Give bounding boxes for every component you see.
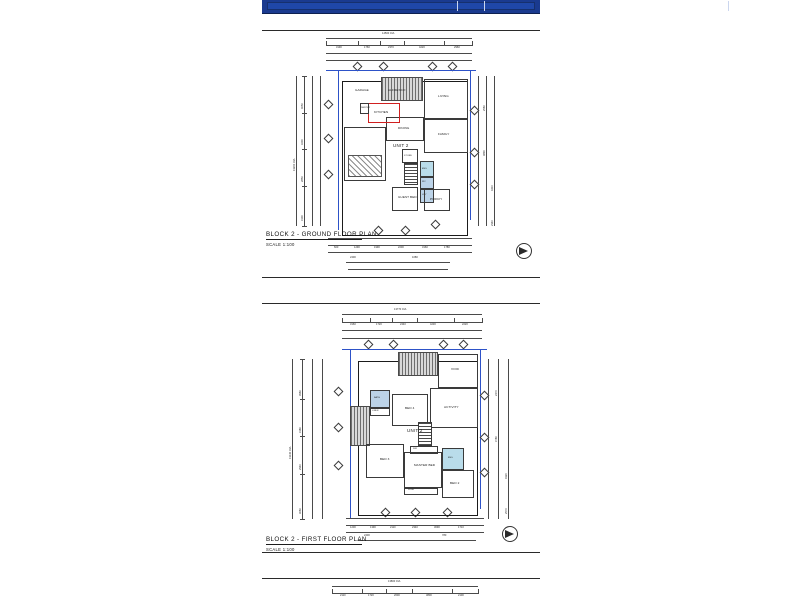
dimension-tick bbox=[392, 318, 393, 323]
dimension-text: 4410 bbox=[491, 185, 494, 191]
dimension-text: 2960 bbox=[454, 46, 460, 49]
sheet-partial bbox=[262, 578, 540, 600]
dimension-text: 2470 bbox=[495, 390, 498, 396]
room-label-robe: ROBE bbox=[408, 489, 415, 491]
dimension-line bbox=[491, 76, 495, 226]
dimension-text: 2110 bbox=[340, 594, 346, 597]
room-label-kitchen: KITCHEN bbox=[374, 110, 389, 114]
dimension-text: 1780 bbox=[444, 246, 450, 249]
sheet-ground-floor bbox=[262, 30, 540, 278]
dimension-text: 13770 O/A bbox=[394, 308, 407, 311]
dimension-tick bbox=[478, 589, 479, 594]
room-label-master-bed: MASTER BED bbox=[414, 463, 436, 467]
wall bbox=[358, 515, 478, 516]
room-label-bed-3: BED 3 bbox=[380, 457, 390, 461]
dimension-tick bbox=[380, 41, 381, 46]
room-label-activity: ACTIVITY bbox=[444, 405, 459, 409]
void-hatch bbox=[398, 352, 438, 376]
dimension-line bbox=[312, 76, 313, 226]
dimension-text: 3200 bbox=[301, 139, 304, 145]
dimension-line bbox=[332, 586, 478, 587]
dimension-tick bbox=[362, 589, 363, 594]
dimension-line bbox=[326, 60, 472, 61]
grid-bubble bbox=[401, 226, 411, 236]
dimension-text: 2440 bbox=[400, 323, 406, 326]
room-label-bed-4: BED 4 bbox=[405, 406, 415, 410]
grid-bubble bbox=[364, 340, 374, 350]
banner-inner-bar bbox=[267, 2, 535, 10]
dimension-tick bbox=[302, 113, 307, 114]
dimension-text: 2600 bbox=[394, 594, 400, 597]
dimension-tick bbox=[300, 359, 305, 360]
sheet-title-block-ground bbox=[266, 231, 377, 247]
north-arrow bbox=[505, 530, 514, 538]
dimension-text: 2340 bbox=[412, 526, 418, 529]
staircase bbox=[404, 163, 418, 185]
grid-bubble bbox=[431, 220, 441, 230]
dimension-line bbox=[299, 359, 303, 519]
room-living bbox=[424, 79, 468, 119]
grid-bubble bbox=[459, 340, 469, 350]
grid-bubble bbox=[439, 340, 449, 350]
dimension-text: 1720 bbox=[376, 323, 382, 326]
kitchen-highlight bbox=[368, 103, 400, 123]
grid-bubble bbox=[324, 100, 334, 110]
dimension-line bbox=[342, 330, 482, 331]
dimension-tick bbox=[386, 589, 387, 594]
dimension-line bbox=[332, 593, 478, 594]
dimension-text: 3800 bbox=[426, 594, 432, 597]
sheet-title: BLOCK 2 - GROUND FLOOR PLAN bbox=[266, 231, 377, 238]
room-label-wc: WC bbox=[422, 181, 426, 183]
dimension-text: 2940 bbox=[299, 464, 302, 470]
dimension-line bbox=[326, 38, 472, 39]
dimension-text: 3090 bbox=[434, 526, 440, 529]
setout-line bbox=[470, 70, 471, 220]
top-banner bbox=[262, 0, 540, 14]
dimension-text: 2100 bbox=[458, 594, 464, 597]
dimension-line bbox=[346, 518, 484, 519]
dimension-text: 1200 bbox=[350, 526, 356, 529]
dimension-text: 2560 bbox=[483, 105, 486, 111]
room-label-bath: BATH bbox=[374, 397, 381, 399]
dimension-line bbox=[342, 314, 482, 315]
dimension-tick bbox=[482, 318, 483, 323]
dimension-text: 780 bbox=[442, 534, 447, 537]
dimension-line bbox=[342, 338, 482, 339]
dimension-line bbox=[320, 76, 321, 226]
dimension-text: 2370 bbox=[388, 46, 394, 49]
banner-tick bbox=[457, 1, 458, 11]
grid-bubble bbox=[334, 461, 344, 471]
room-label-guest-bed: GUEST BED bbox=[398, 195, 417, 199]
dimension-text: 2200 bbox=[398, 246, 404, 249]
dimension-tick bbox=[417, 318, 418, 323]
room-label-ens: ENS bbox=[448, 457, 453, 459]
dimension-tick bbox=[300, 399, 305, 400]
room-label-store: STORE bbox=[404, 155, 412, 157]
dimension-tick bbox=[412, 589, 413, 594]
dimension-text: 1290 bbox=[354, 246, 360, 249]
garage-slab-hatch bbox=[348, 155, 382, 177]
dimension-text: 2850 bbox=[301, 176, 304, 182]
room-label-ldy: LDY bbox=[422, 194, 427, 196]
dimension-tick bbox=[326, 41, 327, 46]
dimension-text: 3160 bbox=[350, 323, 356, 326]
dimension-text: 1990 bbox=[374, 246, 380, 249]
dimension-line bbox=[505, 359, 509, 519]
dimension-tick bbox=[332, 589, 333, 594]
dimension-text: 2220 bbox=[462, 323, 468, 326]
dimension-text: 4050 bbox=[301, 103, 304, 109]
room-label-porch: PORCH bbox=[430, 197, 442, 201]
dimension-text: 4230 bbox=[430, 323, 436, 326]
staircase bbox=[418, 422, 432, 446]
banner-tick bbox=[484, 1, 485, 11]
sheet-title-block-first bbox=[266, 536, 367, 552]
dimension-text: 1390 bbox=[370, 526, 376, 529]
dimension-tick bbox=[302, 226, 307, 227]
dimension-line bbox=[301, 76, 305, 226]
room-label-garage: GARAGE bbox=[355, 88, 369, 92]
dimension-text: 1760 bbox=[364, 46, 370, 49]
grid-bubble bbox=[334, 423, 344, 433]
dimension-tick bbox=[300, 519, 305, 520]
dimension-tick bbox=[300, 474, 305, 475]
dimension-line bbox=[326, 53, 472, 54]
dimension-text: 13800 O/A bbox=[388, 580, 401, 583]
dimension-text: 3890 bbox=[483, 150, 486, 156]
room-master-bed bbox=[404, 452, 442, 488]
sheet-title: BLOCK 2 - FIRST FLOOR PLAN bbox=[266, 536, 367, 543]
dimension-text: 2340 bbox=[491, 220, 494, 226]
room-ens bbox=[442, 448, 464, 470]
dimension-text: 14500 O/A bbox=[382, 32, 395, 35]
dimension-text: 2400 bbox=[364, 534, 370, 537]
dimension-tick bbox=[302, 76, 307, 77]
dimension-text: 1710 bbox=[458, 526, 464, 529]
setout-line bbox=[326, 70, 476, 71]
grid-bubble bbox=[324, 170, 334, 180]
dimension-text: 3780 bbox=[495, 436, 498, 442]
dimension-text: 3160 bbox=[422, 246, 428, 249]
dimension-text: 3190 bbox=[336, 46, 342, 49]
dimension-text: 4220 bbox=[419, 46, 425, 49]
banner-tick bbox=[728, 1, 729, 11]
dimension-line bbox=[488, 359, 489, 519]
setout-line bbox=[480, 349, 481, 509]
dimension-text: 600 bbox=[334, 246, 339, 249]
room-label-wir: WIR bbox=[413, 448, 418, 450]
dimension-tick bbox=[454, 318, 455, 323]
title-underline bbox=[266, 544, 362, 545]
north-arrow bbox=[519, 247, 528, 255]
dimension-line bbox=[326, 45, 472, 46]
dimension-line bbox=[346, 532, 484, 533]
room-label-pantry: PANTRY bbox=[361, 107, 371, 109]
dimension-tick bbox=[452, 589, 453, 594]
dimension-text: 2570 bbox=[505, 508, 508, 514]
dimension-tick bbox=[404, 41, 405, 46]
room-label-void: VOID bbox=[451, 367, 459, 371]
room-label-family: FAMILY bbox=[438, 132, 450, 136]
dimension-tick bbox=[302, 149, 307, 150]
room-label-ens: ENS bbox=[422, 168, 427, 170]
dimension-text: 4320 bbox=[505, 473, 508, 479]
balcony-hatch bbox=[350, 406, 370, 446]
setout-line bbox=[338, 70, 339, 230]
dimension-line bbox=[348, 269, 448, 270]
dimension-text: 13140 O/A bbox=[289, 446, 292, 459]
dimension-text: 1720 bbox=[368, 594, 374, 597]
dimension-text: 3060 bbox=[299, 508, 302, 514]
room-label-linen: LINEN bbox=[372, 410, 379, 412]
room-label-living: LIVING bbox=[438, 94, 449, 98]
sheet-first-floor bbox=[262, 303, 540, 553]
grid-bubble bbox=[324, 134, 334, 144]
dimension-tick bbox=[370, 318, 371, 323]
title-underline bbox=[266, 239, 362, 240]
room-label-alfresco: ALFRESCO bbox=[388, 88, 406, 92]
dimension-tick bbox=[444, 41, 445, 46]
dimension-line bbox=[328, 252, 472, 253]
dimension-text: 13200 O/A bbox=[293, 158, 296, 171]
grid-bubble bbox=[334, 387, 344, 397]
unit-label: UNIT 2 bbox=[407, 428, 423, 433]
dimension-text: 1080 bbox=[412, 256, 418, 259]
dimension-text: 3180 bbox=[299, 427, 302, 433]
dimension-tick bbox=[358, 41, 359, 46]
setout-line bbox=[342, 349, 487, 350]
dimension-line bbox=[322, 359, 323, 519]
dimension-tick bbox=[300, 436, 305, 437]
room-label-bed-2: BED 2 bbox=[450, 481, 460, 485]
dimension-line bbox=[346, 262, 450, 263]
dimension-text: 2110 bbox=[390, 526, 396, 529]
dimension-text: 2400 bbox=[350, 256, 356, 259]
dimension-line bbox=[358, 540, 476, 541]
room-label-dining: DINING bbox=[398, 126, 410, 130]
dimension-tick bbox=[342, 318, 343, 323]
sheet-scale: SCALE 1:100 bbox=[266, 547, 295, 552]
dimension-tick bbox=[472, 41, 473, 46]
dimension-tick bbox=[302, 186, 307, 187]
dimension-text: 3960 bbox=[299, 390, 302, 396]
dimension-line bbox=[342, 322, 482, 323]
dimension-line bbox=[312, 359, 313, 519]
grid-bubble bbox=[389, 340, 399, 350]
sheet-scale: SCALE 1:100 bbox=[266, 242, 295, 247]
dimension-text: 3100 bbox=[301, 215, 304, 221]
unit-label: UNIT 2 bbox=[393, 143, 409, 148]
